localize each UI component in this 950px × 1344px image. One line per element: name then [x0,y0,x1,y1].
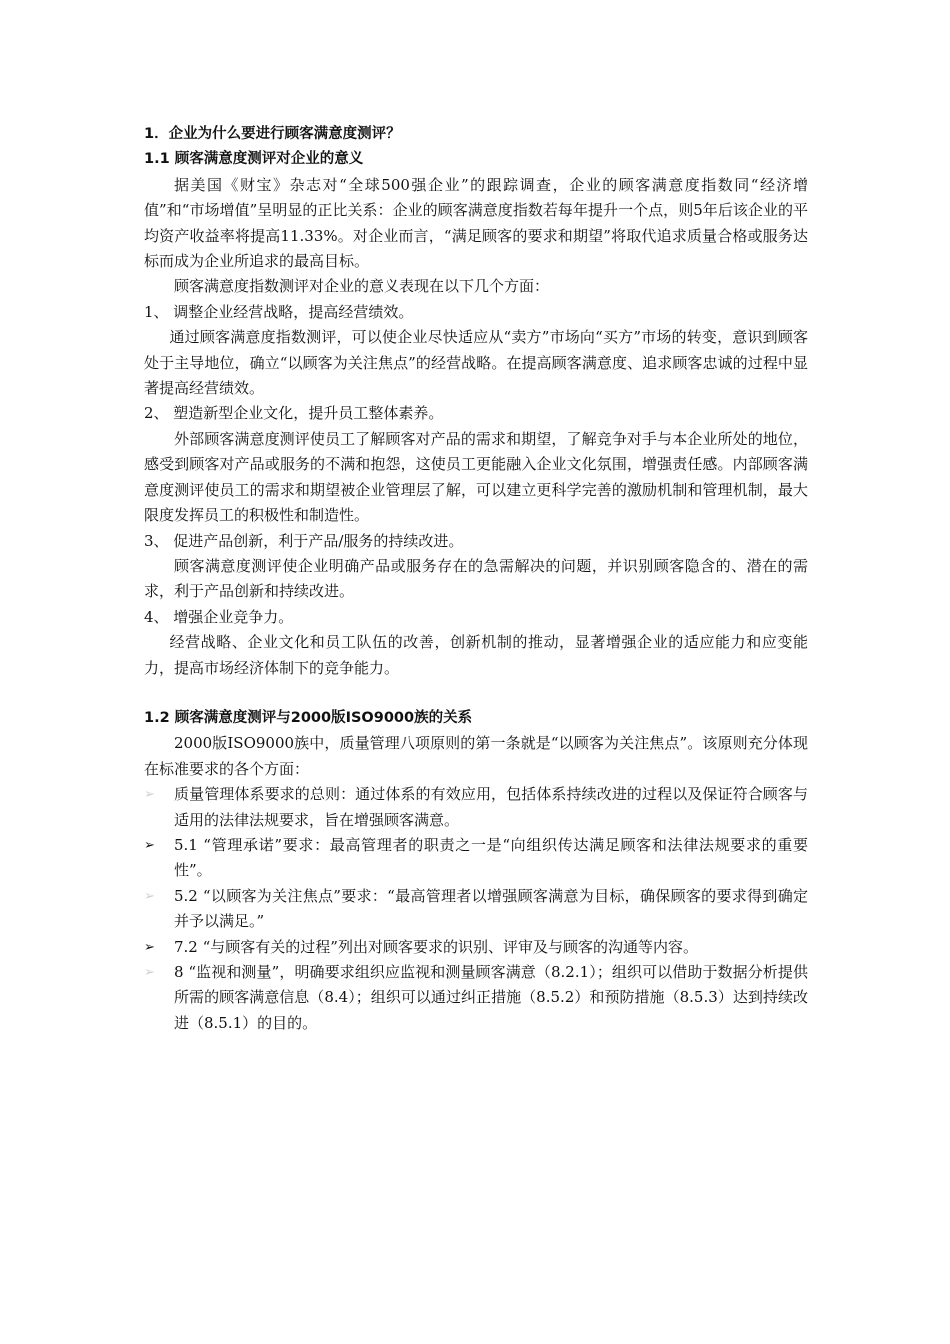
list-item [144,960,808,1036]
item-4-heading: 4、 增强企业竞争力。 [144,607,294,626]
arrow-bullet-icon: ➢ [144,888,155,904]
section-1-1-title: 1.1 顾客满意度测评对企业的意义 [144,151,364,168]
significance-lead-paragraph: 顾客满意度指数测评对企业的意义表现在以下几个方面： [174,277,550,296]
arrow-bullet-icon: ➢ [144,837,155,853]
list-item-text: 7.2 “与顾客有关的过程”列出对顾客要求的识别、评审及与顾客的沟通等内容。 [174,937,698,956]
item-2-heading: 2、 塑造新型企业文化，提升员工整体素养。 [144,404,444,423]
section-1-title: 1．企业为什么要进行顾客满意度测评？ [144,126,401,142]
item-1-body: 通过顾客满意度指数测评，可以使企业尽快适应从“卖方”市场向“买方”市场的转变，意识到顾客处于主导地位，确立“以顾客为关注焦点”的经营战略。在提高顾客满意度、追求顾客忠诚的过程中显著提高经营绩效。 [144,328,808,398]
arrow-bullet-icon: ➢ [144,939,155,955]
item-2-body: 外部顾客满意度测评使员工了解顾客对产品的需求和期望，了解竞争对手与本企业所处的地位，感受到顾客对产品或服务的不满和抱怨，这使员工更能融入企业文化氛围，增强责任感。内部顾客满意度测评使员工的需求和期望被企业管理层了解，可以建立更科学完善的激励机制和管理机制，最大限度发挥员工的积极性和制造性。 [144,429,808,525]
arrow-bullet-icon: ➢ [144,787,155,803]
section-spacer [144,681,808,706]
iso-intro-paragraph: 2000版ISO9000族中，质量管理八项原则的第一条就是“以顾客为关注焦点”。该原则充分体现在标准要求的各个方面： [144,734,808,778]
list-item-text: 5.1 “管理承诺”要求：最高管理者的职责之一是“向组织传达满足顾客和法律法规要求的重要性”。 [174,835,808,880]
arrow-bullet-icon: ➢ [144,965,155,980]
document-page [144,122,808,1036]
item-3-body: 顾客满意度测评使企业明确产品或服务存在的急需解决的问题，并识别顾客隐含的、潜在的需求，利于产品创新和持续改进。 [144,556,808,601]
item-3-heading: 3、 促进产品创新，利于产品/服务的持续改进。 [144,531,464,550]
requirements-list [144,782,808,1036]
list-item-text: 质量管理体系要求的总则：通过体系的有效应用，包括体系持续改进的过程以及保证符合顾客与适用的法律法规要求，旨在增强顾客满意。 [174,785,808,829]
list-item [144,782,808,833]
item-1-heading: 1、 调整企业经营战略，提高经营绩效。 [144,302,414,321]
list-item [144,884,808,935]
list-item-text: 8 “监视和测量”，明确要求组织应监视和测量顾客满意（8.2.1）；组织可以借助于数据分析提供所需的顾客满意信息（8.4）；组织可以通过纠正措施（8.5.2）和预防措施（8.5.3）达到持续改进（8.5.1）的目的。 [174,963,808,1032]
list-item [144,833,808,884]
list-item-text: 5.2 “以顾客为关注焦点”要求：“最高管理者以增强顾客满意为目标，确保顾客的要求得到确定并予以满足。” [174,886,808,931]
intro-paragraph: 据美国《财宝》杂志对“全球500强企业”的跟踪调查，企业的顾客满意度指数同“经济增值”和“市场增值”呈明显的正比关系：企业的顾客满意度指数若每年提升一个点，则5年后该企业的平均资产收益率将提高11.33%。对企业而言，“满足顾客的要求和期望”将取代追求质量合格或服务达标而成为企业所追求的最高目标。 [144,175,808,271]
list-item [144,935,808,960]
item-4-body: 经营战略、企业文化和员工队伍的改善，创新机制的推动，显著增强企业的适应能力和应变能力，提高市场经济体制下的竞争能力。 [144,633,808,677]
section-1-2-title: 1.2 顾客满意度测评与2000版ISO9000族的关系 [144,709,473,726]
